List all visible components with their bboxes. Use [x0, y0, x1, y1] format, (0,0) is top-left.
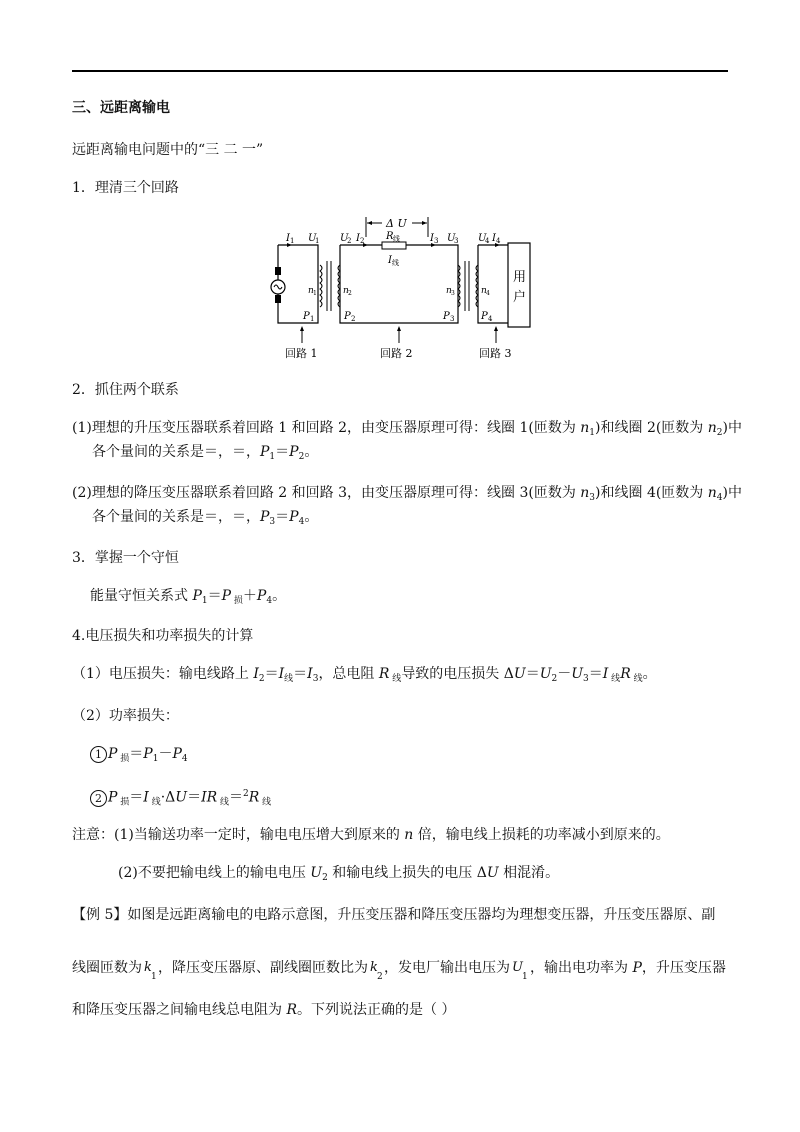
label-n2: n — [343, 286, 349, 296]
relation-1-p1-sub: 1 — [269, 452, 276, 462]
relation-1-p2: P — [289, 444, 299, 460]
label-p3: P — [443, 311, 450, 322]
k2: k — [370, 960, 378, 975]
relation-1-text-d: 各个量间的关系是＝，＝， — [92, 444, 260, 460]
label-i3-sub: 3 — [434, 237, 439, 245]
f2-p-loss: P — [108, 789, 118, 806]
note-1-text-a: 注意：(1)当输送功率一定时，输电电压增大到原来的 — [72, 827, 405, 843]
label-r-line: R — [386, 231, 394, 242]
f2-ir: IR — [201, 789, 218, 806]
label-i4: I — [492, 233, 496, 244]
vloss-minus: － — [557, 666, 572, 682]
note-2-text-b: 和输电线上损失的电压 Δ — [327, 865, 487, 881]
energy-end: 。 — [272, 588, 287, 604]
relation-2-n4: n — [707, 485, 717, 501]
vloss-eq2: ＝ — [293, 666, 308, 682]
label-u4-sub: 4 — [485, 237, 490, 245]
label-p1-sub: 1 — [310, 315, 315, 323]
relation-1-p1: P — [260, 444, 270, 460]
vloss-eq4: ＝ — [588, 666, 603, 682]
relation-1-n1-sub: 1 — [589, 428, 596, 438]
generator-top-block — [275, 267, 281, 275]
item-4-heading: 4.电压损失和功率损失的计算 — [72, 628, 254, 644]
user-label-1: 用 — [513, 270, 527, 285]
relation-2-p3: P — [260, 509, 270, 525]
label-p4: P — [481, 311, 488, 322]
label-n3: n — [446, 286, 452, 296]
vloss-i-line: I — [278, 666, 285, 682]
energy-p4: P — [256, 588, 267, 604]
label-n3-sub: 3 — [451, 290, 455, 297]
note-2-text-a: (2)不要把输电线上的输电电压 — [118, 865, 311, 881]
example-text-g: 。下列说法正确的是（ ） — [297, 1002, 456, 1018]
vloss-i3: I — [307, 666, 313, 682]
f1-p1: P — [143, 746, 153, 762]
f1-minus: － — [158, 746, 173, 762]
f2-square: 2 — [243, 789, 249, 799]
vloss-r: R — [378, 666, 390, 682]
relation-1-n2-sub: 2 — [716, 428, 723, 438]
relation-2-line-2 — [92, 507, 318, 532]
energy-loss-sub: 损 — [231, 596, 243, 606]
f2-ir-sub: 线 — [217, 797, 230, 808]
formula-2 — [90, 784, 271, 813]
relation-1-n2: n — [707, 420, 717, 436]
label-p3-sub: 3 — [450, 315, 455, 323]
example-text-b: ，降压变压器原、副线圈匝数比为 — [158, 960, 368, 976]
label-r-line-sub: 线 — [393, 235, 400, 243]
f2-dot-delta: ·Δ — [160, 789, 176, 806]
k1: k — [144, 960, 152, 975]
relation-2-eq: ＝ — [275, 509, 290, 525]
example-text-f: 和降压变压器之间输电线总电阻为 — [72, 1002, 287, 1018]
u1: U — [512, 960, 523, 975]
delta-u-arrowhead-left — [367, 221, 372, 225]
label-i4-sub: 4 — [496, 237, 501, 245]
label-p2: P — [344, 311, 351, 322]
relation-1-line-2 — [92, 442, 318, 467]
loop-2-wire — [340, 245, 458, 323]
intro-text: 远距离输电问题中的“三 二 一” — [72, 142, 264, 158]
delta-u-label: Δ U — [386, 217, 407, 230]
k2-sub: 2 — [377, 972, 383, 982]
loop-3-label: 回路 3 — [479, 347, 512, 360]
vloss-r-sub: 线 — [389, 674, 402, 684]
note-1-n: n — [404, 827, 414, 843]
vloss-u3-sub: 3 — [583, 674, 589, 684]
item-1-heading: 1．理清三个回路 — [72, 180, 179, 196]
note-2-text-c: 相混淆。 — [498, 865, 560, 881]
note-2-u2-sub: 2 — [322, 873, 328, 883]
energy-eq: ＝ — [207, 588, 222, 604]
label-u1: U — [308, 233, 317, 244]
label-n1-sub: 1 — [313, 290, 317, 297]
item-2-heading: 2．抓住两个联系 — [72, 382, 179, 398]
label-i3: I — [430, 233, 434, 244]
item-3-heading: 3．掌握一个守恒 — [72, 550, 179, 566]
voltage-loss — [72, 664, 657, 689]
note-2-u: U — [486, 865, 499, 881]
loop-2-label: 回路 2 — [380, 347, 413, 360]
energy-text: 能量守恒关系式 — [90, 588, 193, 604]
u1-sub: 1 — [522, 972, 528, 982]
label-i1-sub: 1 — [290, 237, 295, 245]
user-label-2: 户 — [513, 290, 527, 305]
f1-p-loss: P — [108, 746, 118, 762]
f2-r: R — [248, 789, 260, 806]
vloss-text-c: 导致的电压损失 Δ — [401, 666, 514, 682]
f1-p4-sub: 4 — [181, 754, 188, 764]
loop-3-arrowhead — [494, 326, 498, 331]
f2-eq: ＝ — [129, 789, 144, 806]
note-2 — [118, 863, 559, 888]
f1-p4: P — [172, 746, 182, 762]
relation-2-n4-sub: 4 — [716, 493, 723, 503]
label-p4-sub: 4 — [488, 315, 493, 323]
vloss-i-line-2-sub: 线 — [608, 674, 621, 684]
f2-i-line: I — [143, 789, 149, 806]
label-u4: U — [478, 233, 487, 244]
top-rule — [72, 70, 728, 72]
f1-eq: ＝ — [129, 746, 144, 762]
label-u2-sub: 2 — [347, 237, 352, 245]
example-r: R — [286, 1002, 297, 1018]
vloss-text-b: ，总电阻 — [318, 666, 379, 682]
vloss-i2: I — [253, 666, 259, 682]
section-title: 三、远距离输电 — [72, 100, 170, 116]
energy-p1: P — [192, 588, 202, 604]
power-loss-heading: （2）功率损失： — [72, 708, 179, 724]
label-p1: P — [303, 311, 310, 322]
coil-n1-icon — [320, 265, 322, 307]
relation-2-p4-sub: 4 — [298, 517, 305, 527]
label-n4: n — [481, 286, 487, 296]
note-1-text-b: 倍，输电线上损耗的功率减小到原来的。 — [413, 827, 670, 843]
relation-1-text-b: )和线圈 2(匝数为 — [595, 420, 708, 436]
relation-1-text-a: (1)理想的升压变压器联系着回路 1 和回路 2，由变压器原理可得：线圈 1(匝数为 — [72, 420, 581, 436]
vloss-u2: U — [539, 666, 552, 682]
energy-p4-sub: 4 — [266, 596, 273, 606]
f2-eq3: ＝ — [229, 789, 244, 806]
relation-2-p4: P — [289, 509, 299, 525]
vloss-u3: U — [571, 666, 584, 682]
label-i1: I — [286, 233, 290, 244]
relation-1-text-c: )中 — [722, 420, 742, 436]
loop-2-arrowhead — [397, 326, 401, 331]
note-1 — [72, 825, 670, 845]
relation-2-n3-sub: 3 — [589, 493, 596, 503]
relation-2-p3-sub: 3 — [269, 517, 276, 527]
formula-1 — [90, 744, 188, 769]
example-text-d: ，输出电功率为 — [530, 960, 633, 976]
vloss-i-line-sub: 线 — [284, 674, 294, 684]
energy-p1-sub: 1 — [201, 596, 208, 606]
f1-p1-sub: 1 — [152, 754, 159, 764]
vloss-i3-sub: 3 — [312, 674, 319, 684]
label-n2-sub: 2 — [348, 290, 352, 297]
relation-1-p2-sub: 2 — [298, 452, 305, 462]
label-u2: U — [340, 233, 349, 244]
label-u3-sub: 3 — [454, 237, 459, 245]
generator-bottom-block — [275, 295, 281, 303]
vloss-i-line-2: I — [602, 666, 609, 682]
vloss-i2-sub: 2 — [258, 674, 265, 684]
relation-1-line-1 — [72, 418, 742, 443]
vloss-text-a: （1）电压损失：输电线路上 — [72, 666, 254, 682]
example-line-3 — [72, 1000, 455, 1020]
relation-2-text-b: )和线圈 4(匝数为 — [595, 485, 708, 501]
loop-1-label: 回路 1 — [285, 347, 318, 360]
f2-u: U — [175, 789, 188, 806]
relation-1-eq: ＝ — [275, 444, 290, 460]
example-text-e: ，升压变压器 — [641, 960, 726, 976]
label-u3: U — [447, 233, 456, 244]
relation-2-n3: n — [580, 485, 590, 501]
vloss-r-2-sub: 线 — [630, 674, 643, 684]
relation-2-line-1 — [72, 483, 742, 508]
vloss-eq1: ＝ — [264, 666, 279, 682]
label-u1-sub: 1 — [315, 237, 320, 245]
vloss-u2-sub: 2 — [551, 674, 558, 684]
label-i2-sub: 2 — [360, 237, 365, 245]
relation-1-end: 。 — [304, 444, 319, 460]
energy-conservation — [90, 586, 286, 611]
relation-2-text-c: )中 — [722, 485, 742, 501]
f2-eq2: ＝ — [187, 789, 202, 806]
k1-sub: 1 — [151, 972, 157, 982]
f2-i-line-sub: 线 — [148, 797, 161, 808]
loop-1-arrowhead — [300, 326, 304, 331]
example-line-2 — [72, 958, 726, 982]
f2-r-sub: 线 — [259, 797, 272, 808]
relation-1-n1: n — [580, 420, 590, 436]
vloss-r-2: R — [620, 666, 631, 682]
circled-number-2: 2 — [90, 790, 107, 807]
example-p: P — [632, 960, 642, 976]
vloss-u: U — [513, 666, 526, 682]
circuit-diagram — [270, 215, 540, 363]
vloss-eq3: ＝ — [525, 666, 540, 682]
relation-2-text-a: (2)理想的降压变压器联系着回路 2 和回路 3，由变压器原理可得：线圈 3(匝数为 — [72, 485, 581, 501]
relation-2-end: 。 — [304, 509, 319, 525]
example-text-a: 线圈匝数为 — [72, 960, 142, 976]
label-n4-sub: 4 — [486, 290, 490, 297]
user-box — [508, 243, 530, 327]
relation-2-text-d: 各个量间的关系是＝，＝， — [92, 509, 260, 525]
f2-loss-sub: 损 — [117, 797, 130, 808]
label-p2-sub: 2 — [351, 315, 356, 323]
example-text-c: ，发电厂输出电压为 — [384, 960, 510, 976]
delta-u-arrowhead-right — [422, 221, 427, 225]
energy-p-loss: P — [221, 588, 232, 604]
label-n1: n — [308, 286, 314, 296]
note-2-u2: U — [310, 865, 323, 881]
circled-number-1: 1 — [90, 746, 107, 763]
example-line-1: 【例 5】如图是远距离输电的电路示意图，升压变压器和降压变压器均为理想变压器，升压变压器原、副 — [72, 907, 716, 923]
energy-plus: ＋ — [242, 588, 257, 604]
vloss-end: 。 — [642, 666, 657, 682]
f1-loss-sub: 损 — [117, 754, 130, 764]
label-i-line-sub: 线 — [392, 259, 399, 267]
line-resistor-icon — [382, 242, 406, 249]
label-i-line: I — [388, 255, 392, 266]
label-i2: I — [356, 233, 360, 244]
